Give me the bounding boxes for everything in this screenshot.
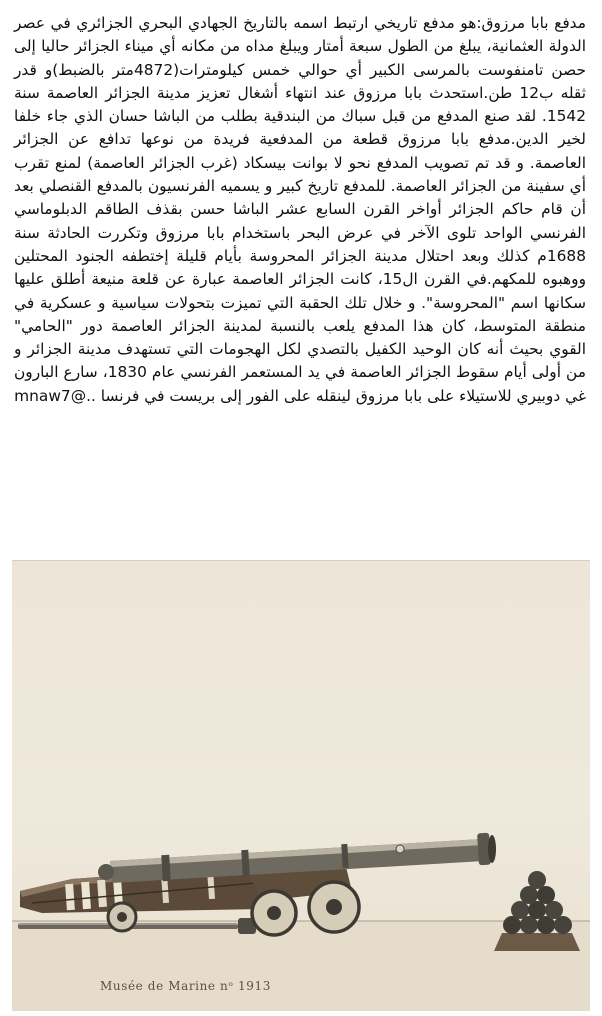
cannonball-stack bbox=[494, 871, 580, 951]
muzzle-bore bbox=[488, 835, 496, 863]
cannon-illustration bbox=[12, 561, 590, 1011]
cannon-photo bbox=[12, 560, 590, 1011]
barrel-emblem bbox=[396, 845, 404, 853]
cascabel bbox=[98, 864, 114, 880]
rear-wheel bbox=[108, 903, 136, 931]
barrel-ring bbox=[161, 855, 171, 881]
middle-wheel bbox=[252, 891, 296, 935]
photo-caption: Musée de Marine nᵒ 1913 bbox=[100, 979, 271, 993]
article-text: مدفع بابا مرزوق:هو مدفع تاريخي ارتبط اسمه بالتاريخ الجهادي البحري الجزائري في عصر الدولة العثمانية، يبلغ من الطول سبعة أمتار ويبلغ مداه من مكانه أي ميناء الجزائر حاليا إلى حصن تامنفوست بالمرسى الكبير أي حوالي خمس كيلومترات(4872متر بالضبط)و قدر ثقله ب12 طن.استحدث بابا مرزوق عند انتهاء أشغال تعزيز مدينة الجزائر العاصمة سنة 1542. لقد صنع المدفع من قبل سباك من البندقية بطلب من الباشا حسان الذي جاء خلفا لخير الدين.مدفع بابا مرزوق قطعة من المدفعية فريدة من نوعها تدافع عن الجزائر العاصمة. و قد تم تصويب المدفع نحو لا بوانت بيسكاد (غرب الجزائر العاصمة) لمنع تقرب أي سفينة من الجزائر العاصمة. للمدفع تاريخ كبير و يسميه الفرنسيون بالمدفع القنصلي بعد أن قام حاكم الجزائر أواخر القرن السابع عشر الباشا حسن بقذف الطاقم الدبلوماسي الفرنسي الواحد تلوى الآخر في عرض البحر باستخدام بابا مرزوق وتكررت الحادثة سنة 1688م كذلك وبعد احتلال مدينة الجزائر المحروسة بأيام قليلة إختطفه الجنود المحتلين ووهبوه للمكهم.في القرن ال15، كانت الجزائر العاصمة عبارة عن قلعة منيعة أطلق عليها سكانها اسم "المحروسة". و خلال تلك الحقبة التي تميزت بتحولات سياسية و عسكرية في منطقة المتوسط، كان هذا المدفع يلعب بالنسبة لمدينة الجزائر العاصمة دور "الحامي" القوي بحيث أنه كان الوحيد الكفيل بالتصدي لكل الهجومات التي تستهدف مدينة الجزائر و من أولى أيام سقوط الجزائر العاصمة في يد المستعمر الفرنسي عام 1830، سارع البارون غي دوبيري للاستيلاء على بابا مرزوق لينقله على الفور إلى بريست في فرنسا ..@mnaw7 bbox=[14, 14, 587, 405]
front-wheel bbox=[309, 882, 359, 932]
